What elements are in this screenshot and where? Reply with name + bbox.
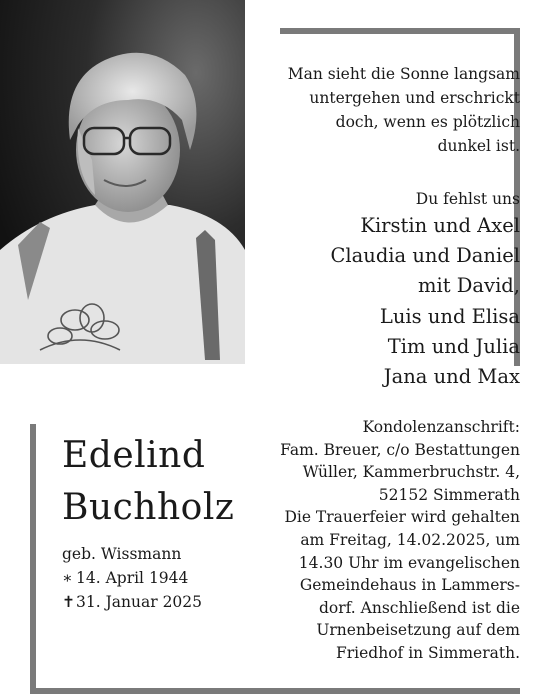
mourner-name: Kirstin und Axel — [360, 214, 520, 237]
poem — [280, 62, 520, 158]
mourner-name: Jana und Max — [383, 365, 520, 389]
condolence-line: dorf. Anschließend ist die — [318, 598, 520, 617]
condolence-line: Gemeindehaus in Lammers- — [299, 576, 520, 595]
condolence-line: Die Trauerfeier wird gehalten — [284, 508, 520, 527]
condolence-line: am Freitag, 14.02.2025, um — [300, 530, 520, 549]
death-date: 31. Januar 2025 — [76, 593, 203, 611]
mourner-name: Luis und Elisa — [379, 304, 520, 328]
birth-date: 14. April 1944 — [76, 569, 189, 587]
poem-line: untergehen und erschrickt — [309, 89, 520, 107]
condolence-line: 52152 Simmerath — [378, 485, 520, 504]
birth-date-line — [62, 566, 202, 590]
poem-line: dunkel ist. — [437, 137, 520, 155]
deceased-name — [62, 430, 234, 534]
condolence-line: Kondolenzanschrift: — [362, 418, 520, 436]
life-dates — [62, 542, 202, 614]
condolence-line: Friedhof in Simmerath. — [336, 643, 520, 662]
condolence-line: Urnenbeisetzung auf dem — [316, 621, 520, 640]
poem-line: Man sieht die Sonne langsam — [287, 65, 520, 83]
condolence-info — [280, 416, 520, 665]
birth-star-icon: ∗ — [62, 569, 73, 587]
condolence-line: 14.30 Uhr im evangelischen — [298, 553, 520, 572]
portrait-photo — [0, 0, 245, 364]
frame-bottom-border — [30, 688, 520, 694]
condolence-line: Fam. Breuer, c/o Bestattungen — [280, 440, 520, 459]
death-date-line — [62, 590, 202, 614]
mourner-name: mit David, — [418, 274, 520, 298]
mourners-intro: Du fehlst uns — [415, 190, 520, 208]
poem-line: doch, wenn es plötzlich — [335, 113, 520, 131]
mourner-name: Claudia und Daniel — [330, 244, 520, 268]
death-cross-icon: ✝ — [62, 593, 75, 611]
deceased-first-name: Edelind — [62, 435, 206, 476]
mourner-name: Tim und Julia — [387, 334, 520, 358]
deceased-last-name: Buchholz — [62, 487, 235, 528]
maiden-name: geb. Wissmann — [62, 545, 182, 563]
frame-top-border — [280, 28, 520, 34]
mourners-names — [330, 211, 520, 392]
condolence-line: Wüller, Kammerbruchstr. 4, — [302, 463, 520, 482]
frame-left-border — [30, 424, 36, 694]
